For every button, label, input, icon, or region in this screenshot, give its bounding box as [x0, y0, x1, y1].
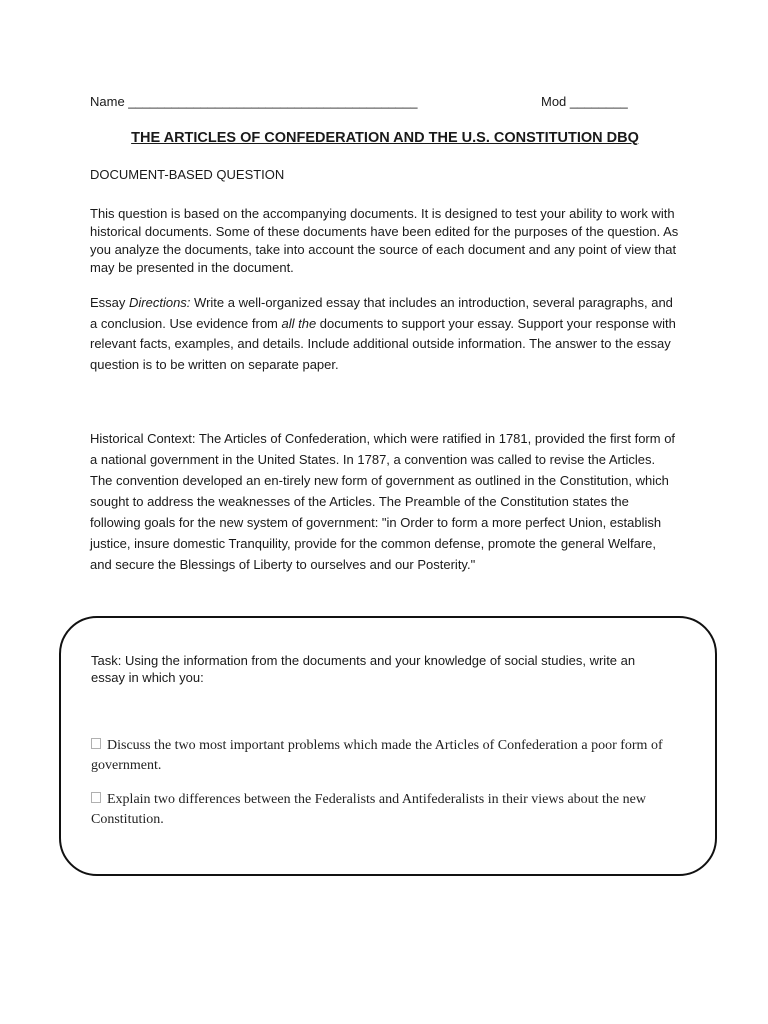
checkbox-icon	[91, 738, 101, 749]
directions-text-1: Write a well-organized essay that includes an introduction, several paragraphs, and a conclusion. Use evidence from	[90, 295, 673, 331]
essay-directions	[90, 293, 680, 375]
directions-label-plain: Essay	[90, 295, 130, 310]
task-item	[91, 790, 681, 830]
mod-field: Mod ________	[541, 94, 628, 109]
directions-text-italic: all the	[281, 315, 317, 331]
name-field: Name ________________________________________	[90, 94, 418, 109]
intro-paragraph: This question is based on the accompanying documents. It is designed to test your ability to work with historical documents. Some of these documents have been edited for the purposes of the question. As you analyze the documents, take into account the source of each document and any point of view that may be presented in the document.	[90, 206, 679, 275]
checkbox-icon	[91, 792, 101, 803]
task-item	[91, 736, 681, 776]
directions-label-italic: Directions:	[129, 295, 191, 310]
header-row	[90, 94, 650, 112]
subheading: DOCUMENT-BASED QUESTION	[90, 167, 285, 182]
historical-context: Historical Context: The Articles of Confederation, which were ratified in 1781, provided the first form of a national government in the United States. In 1787, a convention was called to revise the Articles. The convention developed an en-tirely new form of government as outlined in the Constitution, which sought to address the weaknesses of the Articles. The Preamble of the Constitution states the following goals for the new system of government: "in Order to form a more perfect Union, establish justice, insure domestic Tranquility, provide for the common defense, promote the general Welfare, and secure the Blessings of Liberty to ourselves and our Posterity."	[90, 431, 676, 572]
task-intro: Task: Using the information from the documents and your knowledge of social studies, write an essay in which you:	[91, 653, 636, 685]
task-item-text: Discuss the two most important problems which made the Articles of Confederation a poor form of government.	[91, 738, 663, 773]
task-item-text: Explain two differences between the Federalists and Antifederalists in their views about the new Constitution.	[91, 792, 646, 827]
directions-text-2: documents to support your essay. Support your response with relevant facts, examples, and details. Include additional outside information. The answer to the essay question is to be written on separate paper.	[90, 315, 676, 372]
task-box	[59, 616, 717, 876]
document-title: THE ARTICLES OF CONFEDERATION AND THE U.S. CONSTITUTION DBQ	[131, 130, 639, 146]
